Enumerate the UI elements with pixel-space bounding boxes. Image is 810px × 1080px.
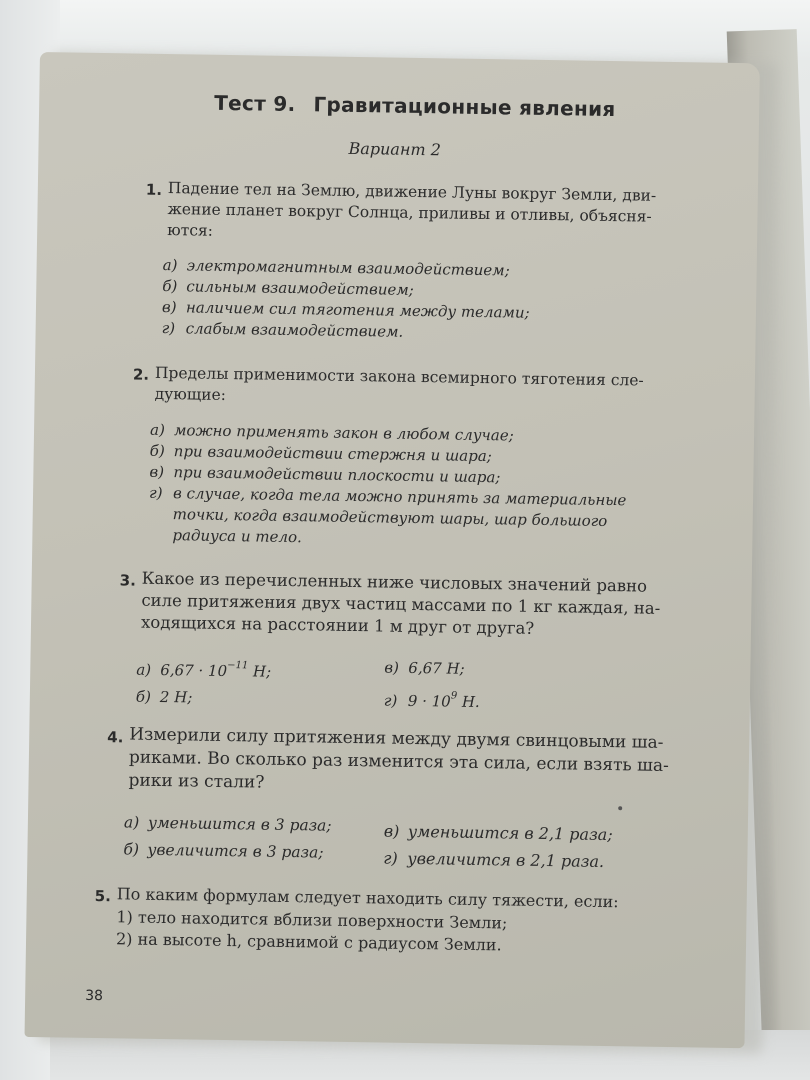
option (136, 684, 271, 713)
option-letter: г) (383, 848, 398, 868)
option-letter: в) (149, 462, 165, 481)
option-text: 6,67 Н; (408, 658, 465, 678)
option (383, 844, 612, 875)
option-text: при взаимодействии плоскости и шара; (173, 463, 501, 487)
question-1-text (167, 178, 656, 249)
question-3-line: силе притяжения двух частиц массами по 1 кг каждая, на- (141, 590, 661, 618)
option-unit: Н. (457, 692, 480, 711)
option-letter: г) (161, 318, 176, 338)
option-letter: б) (135, 687, 152, 706)
question-4-options-left (123, 809, 332, 866)
background-top (0, 0, 810, 60)
option-text: увеличится в 3 раза; (147, 840, 324, 862)
question-4-line: Измерили силу притяжения между двумя свинцовыми ша- (129, 724, 664, 753)
question-4-options-right (383, 817, 613, 875)
page-number: 38 (85, 987, 104, 1005)
option-text: уменьшится в 2,1 раза; (407, 821, 613, 845)
option-text: точки, когда взаимодействуют шары, шар большого (172, 505, 608, 530)
question-5-number: 5. (94, 886, 112, 906)
option-letter: в) (161, 297, 177, 317)
option-letter: г) (148, 483, 163, 502)
paper-speck (618, 806, 622, 810)
option (124, 809, 332, 839)
option-text: можно применять закон в любом случае; (173, 421, 514, 445)
option-letter: в) (384, 658, 400, 677)
question-1-line: Падение тел на Землю, движение Луны вокруг Земли, дви- (167, 179, 657, 205)
option-letter: б) (162, 276, 178, 296)
page-content (25, 52, 760, 1048)
question-4-line: рики из стали? (128, 770, 265, 793)
option-text: слабым взаимодействием. (185, 319, 404, 341)
sub-item-text: на высоте h, сравнимой с радиусом Земли. (137, 929, 502, 955)
option-text: в случае, когда тела можно принять за материальные (172, 484, 627, 510)
option-unit: Н; (248, 662, 272, 681)
option-text: радиуса и тело. (172, 526, 302, 547)
option-text: сильным взаимодействием; (186, 277, 414, 299)
option-letter: а) (136, 660, 152, 679)
sub-item-text: тело находится вблизи поверхности Земли; (137, 907, 508, 933)
question-1-line: ются: (167, 221, 214, 240)
question-4-line: риками. Во сколько раз изменится эта сила, если взять ша- (128, 747, 669, 776)
question-4-text (128, 723, 669, 800)
question-3-options-left (136, 651, 272, 713)
question-5-line: По каким формулам следует находить силу тяжести, если: (116, 884, 619, 912)
option-text: наличием сил тяготения между телами; (185, 298, 530, 322)
option-letter: а) (123, 813, 140, 832)
question-2-options (148, 420, 627, 553)
sub-item-marker: 1) (116, 907, 133, 927)
question-2-number: 2. (132, 365, 150, 384)
book-page (25, 52, 760, 1048)
option (136, 651, 271, 686)
option-exponent: −11 (227, 660, 249, 672)
option-letter: б) (149, 441, 165, 461)
option-text: при взаимодействии стержня и шара; (173, 442, 492, 466)
option (384, 681, 480, 716)
option-text: 9 · 10 (407, 691, 451, 711)
page-title (214, 91, 616, 121)
option-letter: б) (123, 840, 140, 859)
sub-item-marker: 2) (115, 929, 133, 949)
question-3-number: 3. (119, 571, 136, 590)
option-letter: в) (383, 821, 400, 841)
question-1-number: 1. (145, 180, 163, 199)
question-3-line: ходящихся на расстоянии 1 м друг от друга? (140, 612, 535, 638)
question-2-line: дующие: (154, 384, 227, 404)
question-3-text (141, 568, 661, 642)
option (123, 836, 331, 866)
question-2-text (154, 363, 643, 413)
option-letter: а) (149, 420, 166, 440)
title-test-number: Тест 9. (214, 90, 296, 117)
option-text: 6,67 · 10 (160, 660, 228, 681)
option-exponent: 9 (450, 690, 458, 702)
variant-label: Вариант 2 (348, 138, 442, 160)
option (384, 654, 480, 683)
question-4-number: 4. (107, 728, 124, 747)
option-letter: а) (162, 255, 178, 275)
option-text: электромагнитным взаимодействием; (186, 256, 510, 280)
option (384, 817, 613, 848)
question-5-items (116, 906, 508, 956)
option-letter: г) (383, 691, 398, 710)
question-3-options-right (384, 654, 481, 715)
title-topic: Гравитационные явления (313, 92, 616, 122)
question-1-options (162, 255, 531, 345)
question-2-line: Пределы применимости закона всемирного тяготения сле- (154, 363, 644, 390)
option-text: 2 Н; (159, 687, 193, 707)
question-1-line: жение планет вокруг Солнца, приливы и отливы, объясня- (167, 200, 652, 226)
question-3-line: Какое из перечисленных ниже числовых значений равно (141, 568, 648, 596)
option-text: уменьшится в 3 раза; (147, 813, 332, 835)
option-text: увеличится в 2,1 раза. (407, 848, 605, 871)
